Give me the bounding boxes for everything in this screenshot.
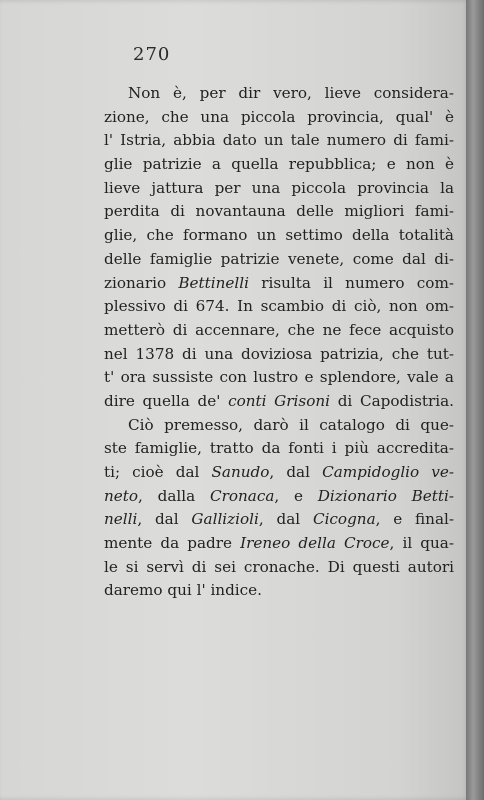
italic-text: Cicogna (312, 510, 376, 529)
text-line (104, 153, 454, 177)
italic-text: Bettinelli (178, 273, 249, 292)
text-run: glie, che formano un settimo della totalità (104, 226, 454, 245)
text-run: daremo qui l' indice. (104, 581, 262, 600)
text-run: perdita di novantauna delle migliori fami- (104, 202, 454, 221)
text-line (104, 129, 454, 153)
text-run: Ciò premesso, darò il catalogo di que- (128, 415, 454, 434)
text-run: , dal (137, 510, 192, 529)
text-line (104, 248, 454, 272)
italic-text: neto (104, 486, 139, 505)
text-line (104, 579, 454, 603)
body-text (104, 82, 454, 603)
text-run: t' ora sussiste con lustro e splendore, vale a (104, 368, 454, 387)
text-line (104, 343, 454, 367)
text-line (104, 272, 454, 296)
text-run: lieve jattura per una piccola provincia la (104, 178, 454, 197)
text-line (104, 200, 454, 224)
page-number: 270 (133, 44, 171, 65)
text-line (104, 508, 454, 532)
text-run: zione, che una piccola provincia, qual' è (104, 107, 454, 126)
text-run: delle famiglie patrizie venete, come dal di- (104, 249, 454, 268)
text-line (104, 82, 454, 106)
italic-text: nelli (104, 510, 138, 529)
italic-text: conti Grisoni (228, 391, 330, 410)
page-edge (466, 0, 484, 800)
text-line (104, 556, 454, 580)
text-line (104, 532, 454, 556)
text-line (104, 106, 454, 130)
text-run: glie patrizie a quella repubblica; e non è (104, 155, 454, 174)
text-line (104, 485, 454, 509)
text-run: le si servì di sei cronache. Di questi autori (104, 557, 454, 576)
text-line (104, 224, 454, 248)
text-run: ti; cioè dal (104, 463, 212, 481)
text-run: , il qua- (389, 534, 454, 553)
text-run: dire quella de' (104, 391, 229, 410)
italic-text: Cronaca (209, 486, 275, 505)
text-line (104, 437, 454, 461)
text-run: risulta il numero com- (248, 273, 454, 292)
text-line (104, 461, 454, 485)
text-run: ste famiglie, tratto da fonti i più accredita- (104, 439, 454, 458)
text-run: di Capodistria. (330, 391, 454, 410)
show-through-ink (115, 590, 455, 680)
text-run: mente da padre (104, 534, 241, 553)
text-run: metterò di accennare, che ne fece acquisto (104, 320, 454, 339)
text-line (104, 295, 454, 319)
text-line (104, 366, 454, 390)
text-line (104, 177, 454, 201)
text-run: , dal (269, 463, 323, 481)
text-run: l' Istria, abbia dato un tale numero di fami- (104, 131, 454, 150)
italic-text: Ireneo della Croce (240, 534, 390, 553)
italic-text: Sanudo (211, 463, 270, 481)
text-run: , dal (258, 510, 313, 529)
text-run: , dalla (138, 486, 210, 505)
text-run: Non è, per dir vero, lieve considera- (128, 84, 454, 102)
italic-text: Dizionario Betti- (317, 486, 454, 505)
text-run: plessivo di 674. In scambio di ciò, non om- (104, 297, 454, 316)
italic-text: Gallizioli (191, 510, 259, 529)
text-run: zionario (104, 273, 179, 292)
text-line (104, 414, 454, 438)
text-run: nel 1378 di una doviziosa patrizia, che tut- (104, 344, 454, 363)
italic-text: Campidoglio ve- (322, 463, 454, 481)
text-run: , e final- (375, 510, 454, 529)
text-run: , e (274, 486, 318, 505)
text-line (104, 390, 454, 414)
text-line (104, 319, 454, 343)
